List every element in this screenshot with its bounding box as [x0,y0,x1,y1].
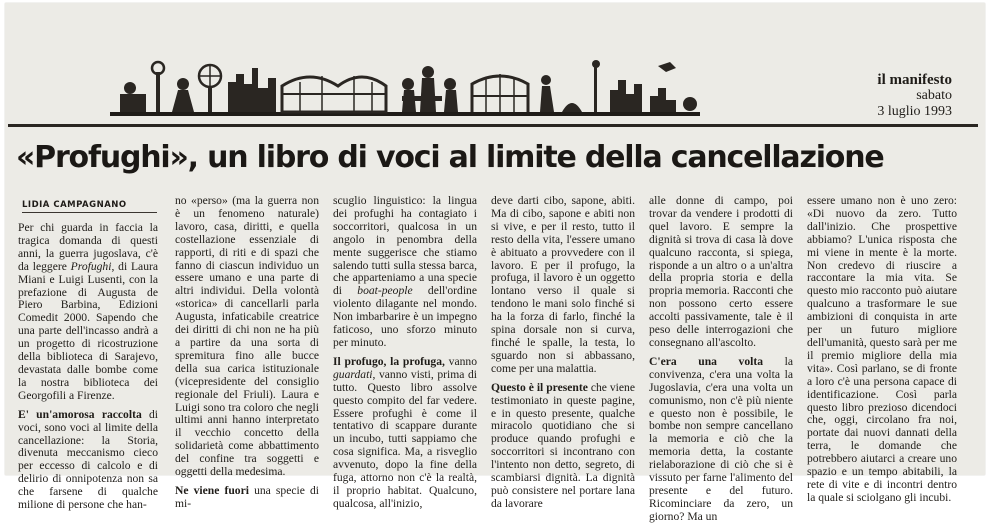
paragraph-lead-in: E' un'amorosa raccolta [18,407,142,421]
issue-date: 3 luglio 1993 [877,104,952,119]
article-column-6 [807,194,957,504]
article-paragraph [491,195,635,376]
article-column-4 [491,194,635,510]
paragraph-text: una specie di mi- [175,483,320,510]
article-column-3 [333,194,477,510]
article-column-1 [18,221,158,512]
article-paragraph [649,195,793,350]
paragraph-text: deve darti cibo, sapone, abiti. Ma di cibo, sapone e abiti non si vive, e per il resto, tutto il resto della vita, l'essere umano è abituato a provvedere con il lavoro. E per il profugo, la profuga, il lavoro è un oggetto lontano verso il quale si tendono le mani solo finché si ha la forza di farlo, finché la spina dorsale non si curva, finché le spalle, la testa, lo sguardo non si abbassano, come per una malattia. [491,194,635,375]
header-divider [8,124,978,127]
article-paragraph [18,409,158,512]
article-column-5 [649,194,793,523]
paragraph-lead-in: Questo è il presente [491,380,588,394]
issue-day: sabato [916,88,952,103]
paragraph-text: la convivenza, c'era una volta la Jugoslavia, c'era una volta un comunismo, non c'è più niente e questo non è possibile, le bombe non sempre cancellano la memoria e ciò che la memoria detta, la costante rielaborazione di ciò che si è vissuto per farne l'alimento del presente e del futuro. Ricominciare da zero, un giorno? Ma un [649,354,793,523]
article-headline: «Profughi», un libro di voci al limite della cancellazione [16,140,884,175]
article-paragraph [333,356,477,511]
paragraph-text: che viene testimoniato in queste pagine, e in questo presente, qualche miracolo quotidiano che si produce quando profughi e soccorritori si incontrano con l'intento non detto, segreto, di scambiarsi dignità. La dignità può consistere nel portare lana da lavorare [491,380,635,510]
article-paragraph [333,195,477,350]
article-paragraph [175,485,319,511]
newspaper-name: il manifesto [877,72,952,88]
article-paragraph [18,222,158,403]
paragraph-text: scuglio linguistico: la lingua dei profughi ha contagiato i soccorritori, qualcosa in un angolo in penombra della mente suggerisce che stiamo salendo tutti sulla stessa barca, che apparteniamo a una specie di [333,194,477,298]
paragraph-text: alle donne di campo, poi trovar da vendere i prodotti di quel lavoro. E sempre la dignità si trova di casa là dove qualcuno racconta, si spiega, risponde a un altro o a un'altra della propria storia e della propria memoria. Racconti che non possono certo essere accolti passivamente, tale è il peso delle interrogazioni che consegnano all'ascolto. [649,194,793,349]
paragraph-italic-text: boat-people [357,284,413,298]
paragraph-text-continued: dell'ordine violento dilagante nel mondo. Non imbarbarire è un impegno faticoso, uno sforzo minuto per minuto. [333,284,477,349]
paragraph-lead-in: C'era una volta [649,354,764,368]
paragraph-text: di voci, sono voci al limite della cancellazione: la Storia, divenuta meccanismo cieco per eccesso di calcolo e di delirio di onnipotenza non sa che farsene di qualche milione di persone che han- [18,407,158,512]
paragraph-italic-text: guardati [333,367,373,381]
article-column-2 [175,194,320,510]
illustration-banner-icon [110,54,700,120]
paragraph-text: Per chi guarda in faccia la tragica domanda di questi anni, la guerra jugoslava, c'è da leggere [18,221,158,273]
paragraph-text: no «perso» (ma la guerra non è un fenomeno naturale) lavoro, casa, diritti, e quella costellazione essenziale di rapporti, di riti e di spazi che fanno di ciascun individuo un essere umano e una parte di altri individui. Della volontà «storica» di cancellarli parla Augusta, infaticabile creatrice dei diritti di chi non ne ha più a partire da una sorta di spremitura fino alle bucce della sua carica istituzionale (vicepresidente del consiglio regionale del Friuli). Laura e Luigi sono tra coloro che negli ultimi anni hanno interpretato il vecchio concetto della solidarietà come abbattimento del confine tra soggetti e oggetti della medesima. [175,194,319,479]
article-byline: LIDIA CAMPAGNANO [22,200,157,213]
paragraph-text: essere umano non è uno zero: «Di nuovo da zero. Tutto dall'inizio. Che prospettive abbiamo? L'unica risposta che mi viene in mente è la morte. Non credevo di riuscire a raccontare la mia vita. Se questo mio racconto può aiutare qualcuno a trasformare le sue ambizioni di conquista in arte per un futuro migliore dell'umanità, questo sarà per me il premio migliore della mia vita». Così parlano, se di fronte a loro c'è una persona capace di identificazione. Così parla questo libro prezioso dicendoci che, oggi, circolano fra noi, portate dai nuovi dannati della terra, le domande che potrebbero aiutarci a creare uno spazio e un tempo abitabili, la rete di vite e di incontri dentro la quale si sciolgano gli incubi. [807,194,957,504]
paragraph-text: vanno [444,354,477,368]
paragraph-italic-text: Profughi [70,259,112,273]
article-paragraph [807,195,957,505]
paragraph-text-continued: , di Laura Miani e Luigi Lusenti, con la prefazione di Augusta de Piero Barbina, Edizioni Comedit 2000. Sapendo che una parte dell'incasso andrà a un progetto di ricostruzione della biblioteca di Sarajevo, devastata dalle bombe come la nostra biblioteca dei Georgofili a Firenze. [18,259,158,402]
paragraph-lead-in: Ne viene fuori [175,483,249,497]
paragraph-text-continued: , vanno visti, prima di tutto. Questo libro assolve questo compito del far vedere. Essere profughi è come il tentativo di scappare durante un incubo, tutti sappiamo che cosa significa. Ma, a risveglio avvenuto, dopo la fine della fuga, attorno non c'è la realtà, il proprio habitat. Qualcuno, qualcosa, all'inizio, [333,367,477,510]
paragraph-lead-in: Il profugo, la profuga, [333,354,445,368]
article-paragraph [175,195,319,479]
masthead [877,72,952,120]
article-paragraph [649,356,793,524]
article-paragraph [491,382,635,511]
